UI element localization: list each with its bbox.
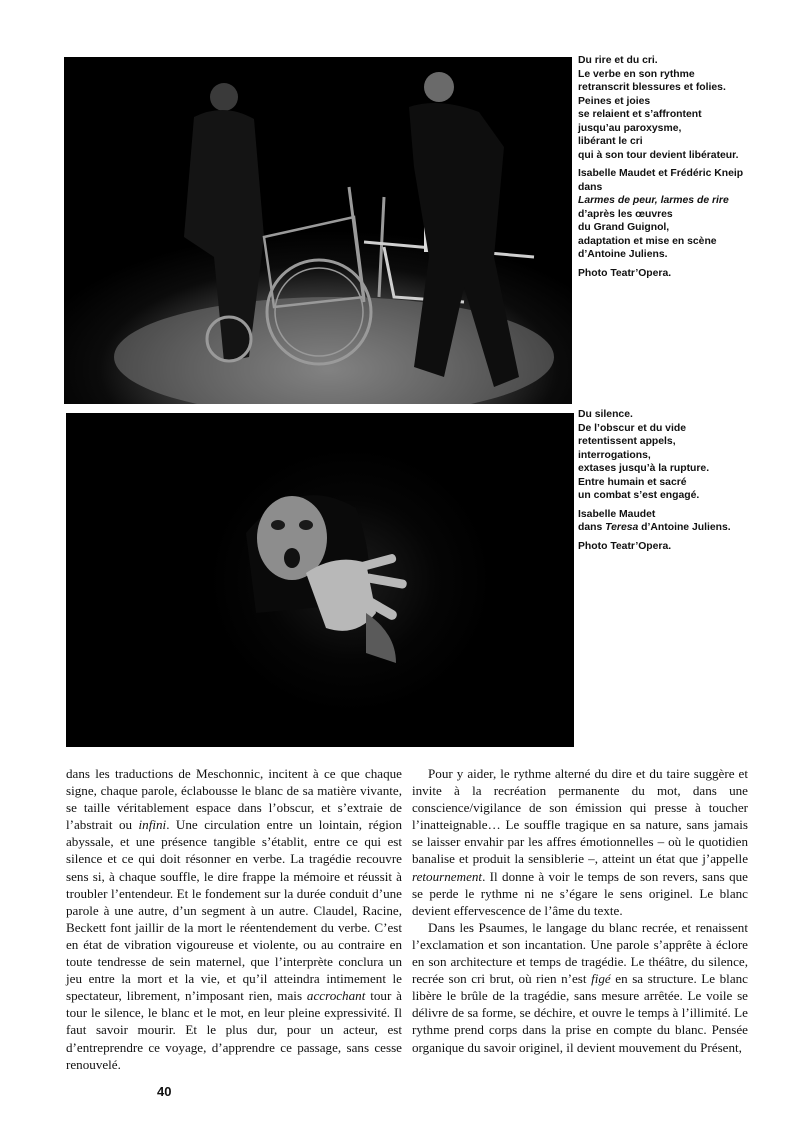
body-paragraph: Pour y aider, le rythme alterné du dire et du taire suggère et invite à la recréation permanente du mot, dans une conscience/vigilance de son émission qui presse à toucher l’inatteignable… Le souffle tragique en sa nature, sans jamais se laisser envahir par les affres émotionnelles – où le quotidien banalise et produit la sensiblerie –, atteint un état que j’appelle retournement. Il donne à voir le temps de son revers, sans que se perde le rythme ni ne s’égare le sens originel. Le blanc devient effervescence de l’âme du texte. <box>412 766 748 918</box>
caption-line: interrogations, <box>578 449 651 461</box>
caption-line: Entre humain et sacré <box>578 476 687 488</box>
caption-cast: Isabelle Maudet et Frédéric Kneip <box>578 168 744 179</box>
caption-line: d’après les œuvres <box>578 208 673 220</box>
caption-line: Le verbe en son rythme <box>578 68 695 80</box>
caption-cast: Isabelle Maudet <box>578 508 656 520</box>
stage-photo-wheelchair <box>64 57 572 404</box>
body-paragraph: Dans les Psaumes, le langage du blanc recrée, et renaissent l’exclamation et son incantation. Une parole s’apprête à éclore en son architecture et temps de tragédie. Le théâtre, du silence, recrée son cri brut, où rien n’est figé en sa structure. Le blanc libère le brûle de la tragédie, sans mesure arrêtée. Le voile se délivre de sa forme, se déchire, et ouvre le temps à l’illimité. Le rythme prend corps dans la prise en compte du blanc. Pensée organique du savoir originel, il devient mouvement du Présent, <box>412 919 748 1055</box>
photo-caption-first <box>578 54 788 285</box>
caption-line: jusqu’au paroxysme, <box>578 122 682 134</box>
photo-caption-second <box>578 408 788 558</box>
caption-line: retentissent appels, <box>578 436 676 447</box>
caption-line: adaptation et mise en scène <box>578 235 717 247</box>
caption-author: d’Antoine Juliens. <box>641 522 731 533</box>
caption-line: se relaient et s’affrontent <box>578 109 702 120</box>
caption-play-title: Teresa <box>605 522 639 533</box>
body-paragraph: dans les traductions de Meschonnic, incitent à ce que chaque signe, chaque parole, éclabousse le blanc de sa matière vivante, se taille véritablement espace dans l’obscur, et s’extraie de l’abstrait ou infini. Une circulation entre un lointain, région abyssale, et une présence tangible s’établit, entre ce qui est silence et ce qui doit résonner en verbe. La tragédie recouvre sens si, à chaque souffle, le dire frappe la mémoire et réussit à troubler l’entendeur. Et le fondement sur la durée conduit d’une parole à une autre, d’un segment à un autre. Claudel, Racine, Beckett font jaillir de la mort le réentendement du verbe. C’est en état de vibration vigoureuse et violente, ou au contraire en toute tendresse de sein maternel, que l’interprète conclura un jeu entre la mort et la vie, et qu’il atteindra intimement le spectateur, librement, n’imposant rien, mais accrochant tour à tour le silence, le blanc et le mot, en leur pleine expressivité. Il faut savoir mourir. Et le plus dur, pour un acteur, est d’entreprendre ce voyage, d’apprendre ce passage, sans cesse renouvelé. <box>66 766 402 1072</box>
caption-poem <box>578 54 788 162</box>
raised-hand <box>306 553 407 631</box>
caption-dans: dans <box>578 522 603 533</box>
teresa-scene-illustration <box>66 413 574 747</box>
caption-line: Du rire et du cri. <box>578 55 658 66</box>
caption-line: Peines et joies <box>578 95 651 107</box>
caption-play-title: Larmes de peur, larmes de rire <box>578 195 729 206</box>
page-number: 40 <box>157 1084 172 1099</box>
stage-scene-illustration <box>64 57 572 404</box>
caption-line: un combat s’est engagé. <box>578 490 700 501</box>
caption-line: libérant le cri <box>578 136 643 147</box>
caption-credits <box>578 508 788 535</box>
caption-credits <box>578 167 788 262</box>
caption-poem <box>578 408 788 503</box>
caption-dans: dans <box>578 181 603 193</box>
caption-line: Du silence. <box>578 409 633 420</box>
caption-line: retranscrit blessures et folies. <box>578 82 726 93</box>
caption-line: du Grand Guignol, <box>578 222 670 233</box>
body-column-left <box>66 765 402 1073</box>
caption-photo-credit: Photo Teatr’Opera. <box>578 540 672 552</box>
body-column-right <box>412 765 748 1056</box>
caption-line: d’Antoine Juliens. <box>578 249 668 260</box>
caption-photo-credit: Photo Teatr’Opera. <box>578 267 672 279</box>
caption-line: qui à son tour devient libérateur. <box>578 149 739 161</box>
stage-photo-teresa <box>66 413 574 747</box>
caption-line: De l’obscur et du vide <box>578 422 686 434</box>
caption-line: extases jusqu’à la rupture. <box>578 463 710 474</box>
